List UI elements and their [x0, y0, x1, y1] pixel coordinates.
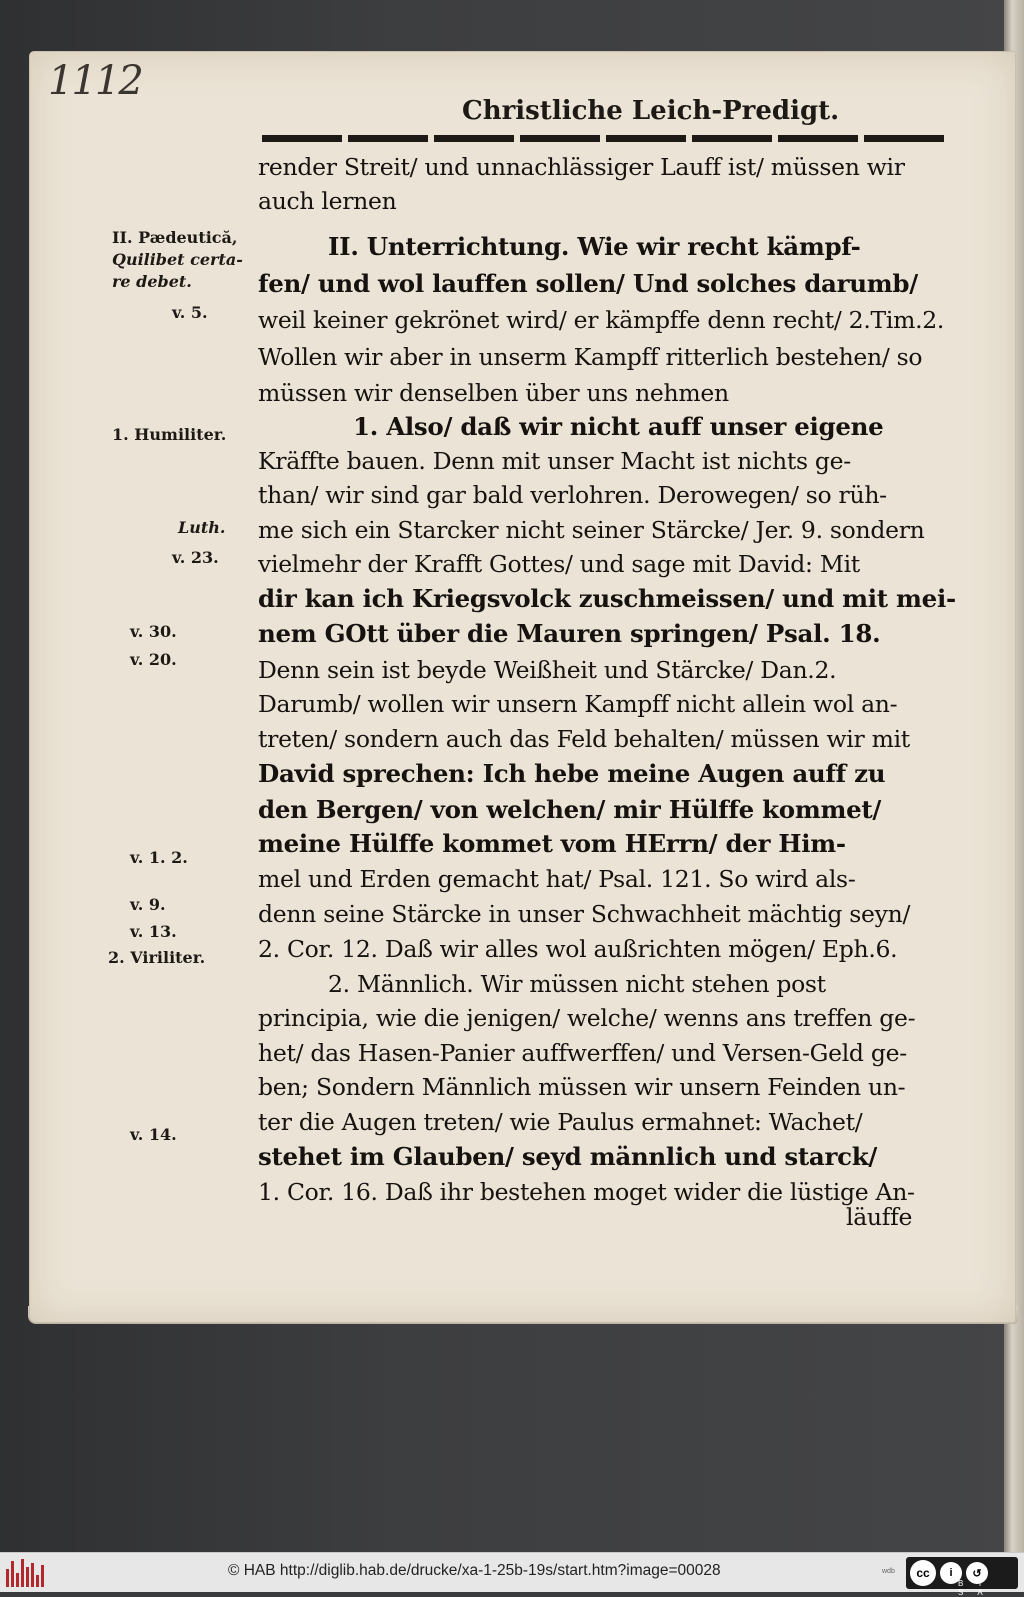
margin-note: v. 5. [172, 303, 208, 322]
sa-share-alike-icon: ↺ [966, 1562, 988, 1584]
text-line: ter die Augen treten/ wie Paulus ermahnet: Wachet/ [258, 1108, 863, 1136]
running-head: Christliche Leich-Predigt. [462, 96, 840, 126]
margin-note: v. 9. [130, 895, 166, 914]
text-line: render Streit/ und unnachlässiger Lauff ist/ müssen wir [258, 153, 905, 181]
margin-note: v. 1. 2. [130, 848, 188, 867]
text-line: principia, wie die jenigen/ welche/ wenns ans treffen ge- [258, 1004, 916, 1032]
text-line: 1. Cor. 16. Daß ihr bestehen moget wider die lüstige An- [258, 1178, 915, 1206]
text-line: het/ das Hasen-Panier auffwerffen/ und Versen-Geld ge- [258, 1039, 907, 1067]
text-line: dir kan ich Kriegsvolck zuschmeissen/ und mit mei- [258, 584, 956, 613]
text-line: stehet im Glauben/ seyd männlich und starck/ [258, 1142, 878, 1171]
text-line: 1. Also/ daß wir nicht auff unser eigene [353, 412, 884, 441]
folio-number: 1112 [48, 58, 142, 104]
margin-note: re debet. [112, 272, 192, 291]
text-line: müssen wir denselben über uns nehmen [258, 379, 729, 407]
text-line: weil keiner gekrönet wird/ er kämpffe denn recht/ 2.Tim.2. [258, 306, 945, 334]
text-line: David sprechen: Ich hebe meine Augen auff zu [258, 759, 886, 788]
text-line: than/ wir sind gar bald verlohren. Derowegen/ so rüh- [258, 481, 887, 509]
text-line: Kräffte bauen. Denn mit unser Macht ist nichts ge- [258, 447, 851, 475]
cc-icon: cc [910, 1560, 936, 1586]
margin-note: v. 13. [130, 922, 177, 941]
text-line: treten/ sondern auch das Feld behalten/ müssen wir mit [258, 725, 910, 753]
text-line: auch lernen [258, 187, 397, 215]
text-line: 2. Männlich. Wir müssen nicht stehen post [328, 970, 826, 998]
header-rule [262, 135, 950, 142]
footer-small-mark: wdb [882, 1568, 895, 1575]
text-line: meine Hülffe kommet vom HErrn/ der Him- [258, 829, 846, 858]
text-line: nem GOtt über die Mauren springen/ Psal. 18. [258, 619, 881, 648]
text-line: denn seine Stärcke in unser Schwachheit mächtig seyn/ [258, 900, 911, 928]
text-line: fen/ und wol lauffen sollen/ Und solches darumb/ [258, 269, 918, 298]
text-line: Darumb/ wollen wir unsern Kampff nicht allein wol an- [258, 690, 898, 718]
text-line: mel und Erden gemacht hat/ Psal. 121. So wird als- [258, 865, 856, 893]
text-line: Denn sein ist beyde Weißheit und Stärcke/ Dan.2. [258, 656, 837, 684]
margin-note: v. 14. [130, 1125, 177, 1144]
hab-logo-icon[interactable] [6, 1559, 44, 1587]
margin-note: Luth. [178, 518, 226, 537]
margin-note: v. 20. [130, 650, 177, 669]
text-line: Wollen wir aber in unserm Kampff ritterlich bestehen/ so [258, 343, 923, 371]
margin-note: II. Pædeutică, [112, 228, 238, 247]
footer-bar [0, 1552, 1024, 1597]
text-line: me sich ein Starcker nicht seiner Stärcke/ Jer. 9. sondern [258, 516, 925, 544]
text-line: ben; Sondern Männlich müssen wir unsern Feinden un- [258, 1073, 906, 1101]
margin-note: v. 30. [130, 622, 177, 641]
text-line: den Bergen/ von welchen/ mir Hülffe kommet/ [258, 795, 882, 824]
margin-note: Quilibet certa- [112, 250, 243, 269]
text-line: II. Unterrichtung. Wie wir recht kämpf- [328, 232, 861, 261]
text-line: vielmehr der Krafft Gottes/ und sage mit David: Mit [258, 550, 860, 578]
margin-note: 2. Viriliter. [108, 948, 206, 967]
text-line: 2. Cor. 12. Daß wir alles wol außrichten mögen/ Eph.6. [258, 935, 898, 963]
margin-note: 1. Humiliter. [112, 425, 227, 444]
cc-labels: BY SA [958, 1579, 997, 1597]
footer-credit-link[interactable]: © HAB http://diglib.hab.de/drucke/xa-1-25b-19s/start.htm?image=00028 [228, 1562, 721, 1579]
catchword: läuffe [846, 1203, 913, 1231]
margin-note: v. 23. [172, 548, 219, 567]
by-attribution-icon: i [940, 1562, 962, 1584]
